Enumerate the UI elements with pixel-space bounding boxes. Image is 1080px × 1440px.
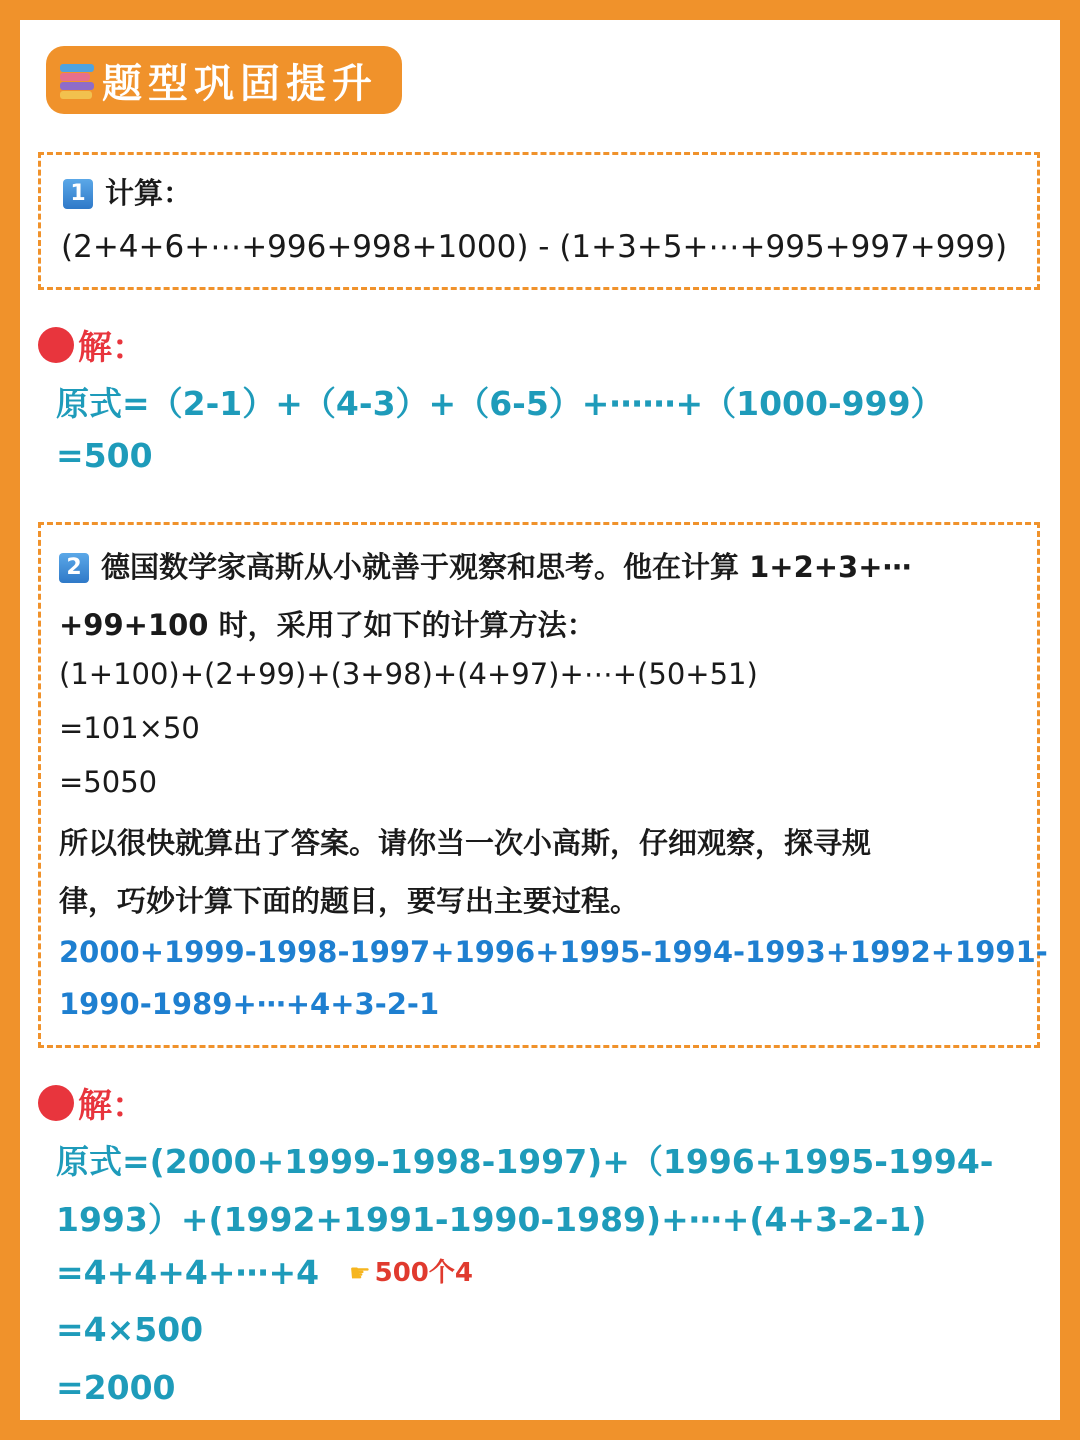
question-2-text-1: 德国数学家高斯从小就善于观察和思考。他在计算 1+2+3+⋯ [101,550,912,584]
question-2-line-7: 律，巧妙计算下面的题目，要写出主要过程。 [59,884,640,918]
books-icon [60,60,96,100]
question-2-line-5: =5050 [59,765,158,799]
question-2-line-1 [59,545,912,586]
solution-1-line-1: 原式=（2-1）+（4-3）+（6-5）+⋯⋯+（1000-999） [56,384,944,423]
question-1-label: 计算： [105,176,193,210]
question-2-line-3: (1+100)+(2+99)+(3+98)+(4+97)+⋯+(50+51) [59,657,758,691]
solution-2-label: 解： [78,1086,146,1126]
solution-2-line-3-text: =4+4+4+⋯+4 [56,1253,320,1292]
red-dot-icon [38,327,74,363]
page-title: 题型巩固提升 [102,60,378,107]
solution-2-line-3 [56,1252,473,1292]
note-text: 500个4 [374,1258,473,1288]
number-badge-1: 1 [63,179,93,209]
number-badge-2: 2 [59,553,89,583]
solution-2-line-2: 1993）+(1992+1991-1990-1989)+⋯+(4+3-2-1) [56,1200,927,1239]
note-annotation [349,1252,473,1289]
pointing-hand-icon: ☛ [349,1259,371,1287]
question-1-expression: (2+4+6+⋯+996+998+1000) - (1+3+5+⋯+995+997+999) [61,229,1008,265]
solution-2-heading [38,1078,146,1127]
red-dot-icon [38,1085,74,1121]
solution-1-label: 解： [78,328,146,368]
page [20,20,1060,1420]
title-badge [46,46,402,114]
solution-1-line-2: =500 [56,436,153,475]
question-2-problem-line-2: 1990-1989+⋯+4+3-2-1 [59,987,440,1021]
question-2-box [38,522,1048,1048]
question-2-line-6: 所以很快就算出了答案。请你当一次小高斯，仔细观察，探寻规 [59,826,872,860]
solution-2-line-4: =4×500 [56,1310,204,1349]
question-2-line-2: +99+100 时，采用了如下的计算方法： [59,608,596,642]
question-1-box [38,152,1040,290]
solution-2-line-5: =2000 [56,1368,176,1407]
question-2-line-4: =101×50 [59,711,200,745]
question-1-heading [63,171,192,212]
solution-2-line-1: 原式=(2000+1999-1998-1997)+（1996+1995-1994- [56,1142,994,1181]
question-2-problem-line-1: 2000+1999-1998-1997+1996+1995-1994-1993+1992+1991- [59,935,1048,969]
solution-1-heading [38,320,146,369]
